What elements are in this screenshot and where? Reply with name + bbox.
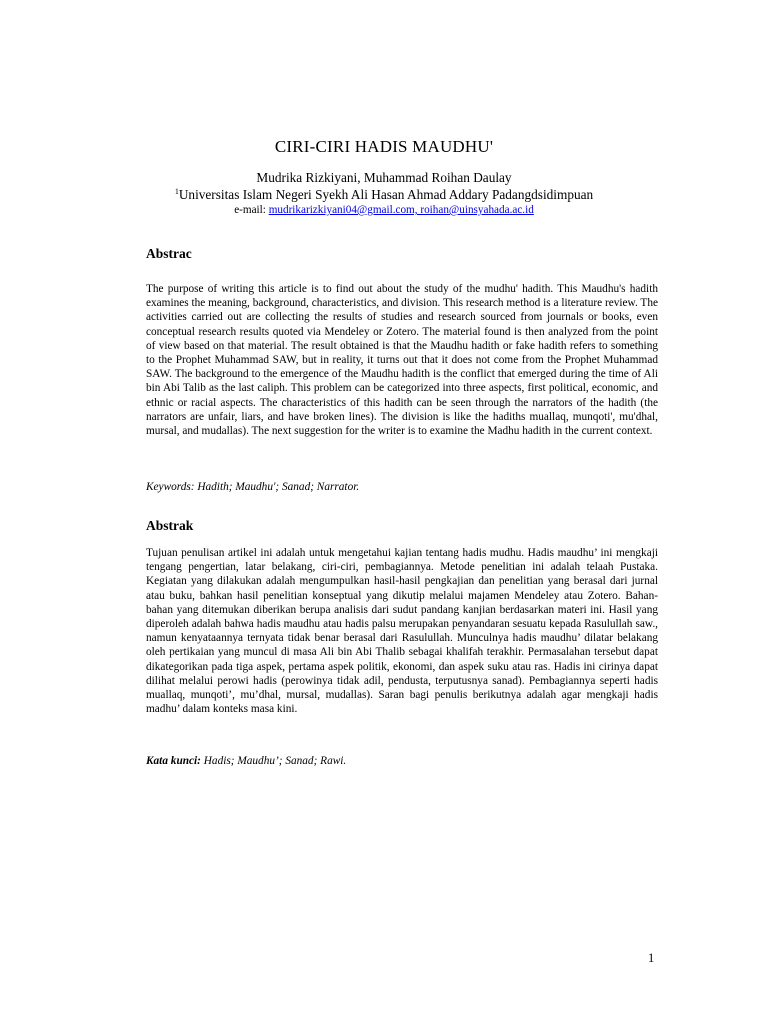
abstract-en-heading: Abstrac xyxy=(146,246,192,261)
abstract-id-heading: Abstrak xyxy=(146,518,194,533)
abstract-en-body: The purpose of writing this article is to find out about the study of the mudhu' hadith. This Maudhu's hadith examines the meaning, background, characteristics, and division. This research method is a literature review. The activities carried out are collecting the results of studies and research sourced from journals or books, even conceptual research results quoted via Mendeley or Zotero. The material found is then analyzed from the point of view based on that material. The result obtained is that the Maudhu hadith or fake hadith refers to something to the Prophet Muhammad SAW, but in reality, it turns out that it does not come from the Prophet Muhammad SAW. The background to the emergence of the Maudhu hadith is the conflict that emerged during the time of Ali bin Abi Talib as the last caliph. This problem can be categorized into three aspects, first political, economic, and ethnic or racial aspects. The characteristics of this hadith can be seen through the narrators of the hadith (the narrators are unfair, liars, and have broken lines). The division is like the hadiths muallaq, munqoti', mu'dhal, mursal, and mudallas). The next suggestion for the writer is to examine the Madhu hadith in the current context. xyxy=(146,283,658,438)
author-list: Mudrika Rizkiyani, Muhammad Roihan Daulay xyxy=(256,170,512,185)
paper-title: CIRI-CIRI HADIS MAUDHU' xyxy=(274,137,494,156)
affiliation-marker: 1 xyxy=(174,187,179,196)
email-line xyxy=(0,204,768,216)
page-number: 1 xyxy=(648,951,655,965)
affiliation xyxy=(0,187,768,203)
keywords-id-label: Kata kunci: xyxy=(146,755,201,767)
affiliation-text: Universitas Islam Negeri Syekh Ali Hasan Ahmad Addary Padangdsidimpuan xyxy=(178,187,594,202)
abstract-id-body: Tujuan penulisan artikel ini adalah untuk mengetahui kajian tentang hadis mudhu. Hadis maudhu’ ini mengkaji tengang pengertian, latar belakang, ciri-ciri, pembagiannya. Metode penelitian ini adalah telaah Pustaka. Kegiatan yang dilakukan adalah mengumpulkan hasil-hasil pengkajian dan penelitian yang berasal dari jurnal atau buku, bahkan hasil penelitian konseptual yang dikutip melalui majamen Mendeley atau Zotero. Bahan-bahan yang ditemukan diberikan berupa analisis dari sudut pandang kanjian berdasarkan materi ini. Hasil yang diperoleh adalah bahwa hadis maudhu atau hadis palsu merupakan penyandaran sesuatu kepada Rasulullah saw., namun kenyataannya ternyata tidak benar berasal dari Rasulullah. Munculnya hadis maudhu’ dilatar belakang oleh pertikaian yang muncul di masa Ali bin Abi Thalib sebagai khalifah terakhir. Permasalahan tersebut dapat dikategorikan pada tiga aspek, pertama aspek politik, ekonomi, dan aspek suku atau ras. Hadis ini cirinya dapat dilihat melalui perowi hadis (perowinya tidak adil, pendusta, terputusnya sanad). Pembagiannya seperti hadis muallaq, munqoti’, mu’dhal, mursal, mudallas). Saran bagi penulis berikutnya adalah agar mengkaji hadis madhu’ dalam konteks masa kini. xyxy=(146,547,658,716)
keywords-id-text: Hadis; Maudhu’; Sanad; Rawi. xyxy=(200,755,347,767)
keywords-id xyxy=(146,755,658,767)
email-label: e-mail: xyxy=(234,204,269,216)
email-link[interactable]: mudrikarizkiyani04@gmail.com, roihan@uinsyahada.ac.id xyxy=(268,204,534,216)
keywords-en: Keywords: Hadith; Maudhu'; Sanad; Narrator. xyxy=(146,481,360,493)
